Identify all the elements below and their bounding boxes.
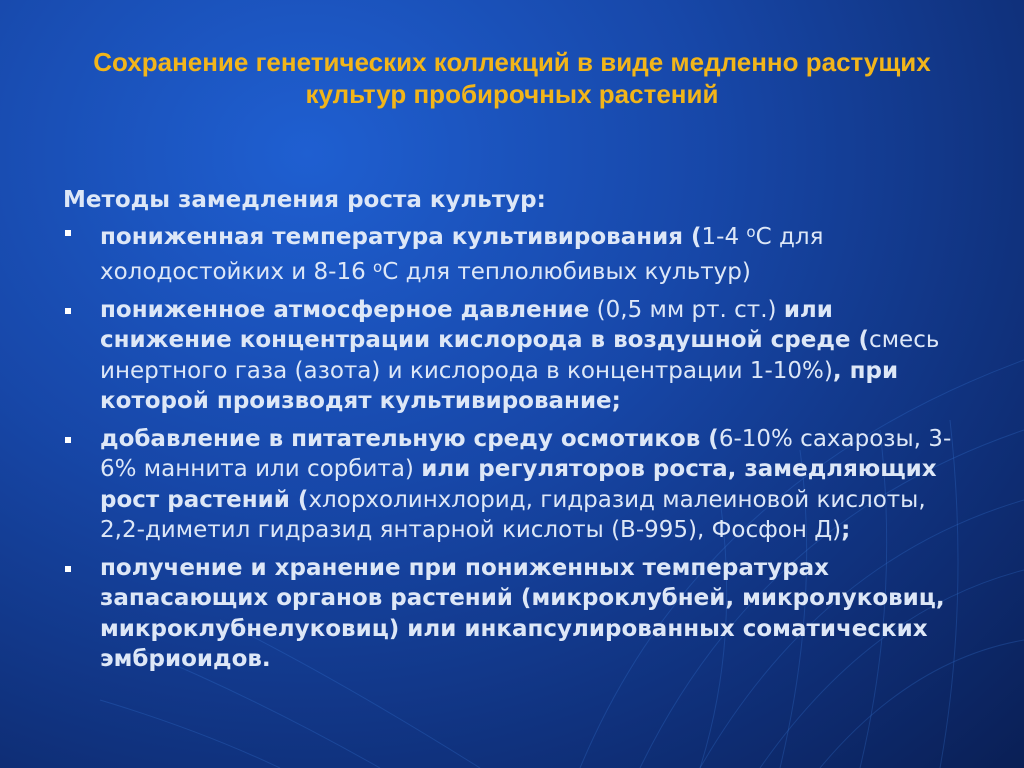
degree-superscript: о — [746, 222, 756, 241]
bullet-3-bold-text: ; — [841, 517, 851, 543]
bullet-2-bold-text: , при которой производят культивирование; — [100, 357, 899, 414]
slide-title: Сохранение генетических коллекций в виде медленно растущих культур пробирочных растений — [93, 47, 931, 109]
list-item — [63, 295, 963, 417]
methods-heading: Методы замедления роста культур: — [63, 187, 546, 213]
bullet-2-bold-text: или снижение концентрации кислорода в воздушной среде ( — [100, 296, 870, 353]
bullet-2-text: смесь инертного газа (азота) и кислорода в концентрации 1-10%) — [100, 327, 940, 384]
bullet-1-text: С для холодостойких и 8-16 — [100, 223, 824, 285]
bullet-2-bold-text: пониженное атмосферное давление — [100, 296, 590, 323]
bullet-1-text: С для теплолюбивых культур) — [382, 259, 751, 285]
list-item — [63, 217, 963, 288]
slide-content — [63, 185, 963, 682]
bullet-marker — [65, 308, 71, 314]
methods-list — [63, 217, 963, 675]
list-item — [63, 553, 963, 675]
bullet-marker — [65, 437, 71, 443]
bullet-3-text: хлорхолинхлорид, гидразид малеиновой кислоты, 2,2-диметил гидразид янтарной кислоты (В-995), Фосфон Д) — [100, 486, 926, 543]
list-item — [63, 424, 963, 546]
bullet-1-text: 1-4 — [701, 223, 747, 250]
bullet-3-bold-text: или регуляторов роста, замедляющих рост растений ( — [100, 456, 937, 513]
bullet-1-bold-text: пониженная температура культивирования ( — [100, 223, 702, 250]
bullet-marker — [65, 566, 71, 572]
bullet-3-bold-text: добавление в питательную среду осмотиков ( — [100, 425, 719, 452]
degree-superscript: о — [373, 258, 383, 276]
bullet-4-bold-text: получение и хранение при пониженных температурах запасающих органов растений (микроклубней, микролуковиц, микроклубнелуковиц) или инкапсулированных соматических эмбриоидов. — [100, 554, 945, 672]
bullet-2-text: (0,5 мм рт. ст.) — [589, 296, 784, 323]
bullet-marker — [65, 230, 71, 236]
bullet-3-text: 6-10% сахарозы, 3-6% маннита или сорбита) — [100, 425, 952, 482]
